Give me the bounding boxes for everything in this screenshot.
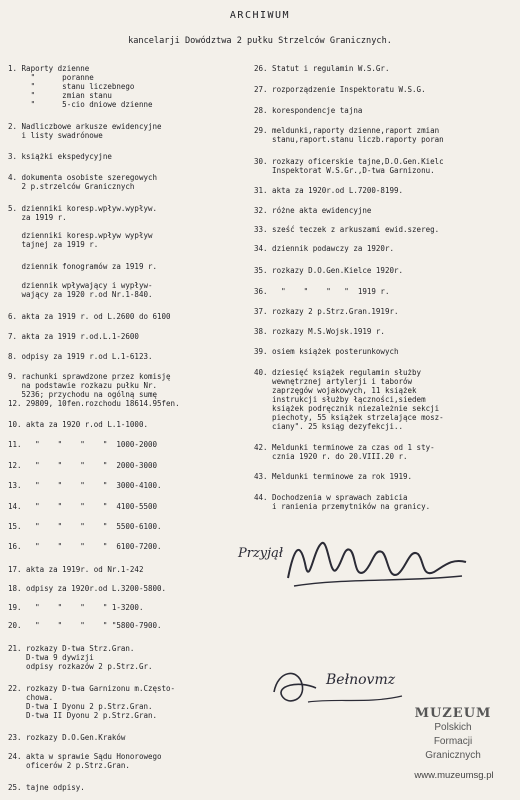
- list-item: 4. dokumenta osobiste szeregowych: [8, 173, 158, 182]
- list-item: 18. odpisy za 1920r.od L.3200-5800.: [8, 584, 167, 593]
- list-item: D-twa II Dyonu 2 p.Strz.Gran.: [8, 711, 158, 720]
- list-item: piechoty, 55 książek strzelające mosz-: [254, 413, 444, 422]
- list-item: 12. 29809, 10fen.rozchodu 18614.95fen.: [8, 399, 180, 408]
- list-item: 14. " " " " 4100-5500: [8, 502, 158, 511]
- list-item: 42. Meldunki terminowe za czas od 1 sty-: [254, 443, 435, 452]
- list-item: na podstawie rozkazu pułku Nr.: [8, 381, 158, 390]
- museum-watermark: [398, 706, 518, 796]
- list-item: 37. rozkazy 2 p.Strz.Gran.1919r.: [254, 307, 399, 316]
- list-item: 24. akta w sprawie Sądu Honorowego: [8, 752, 162, 761]
- watermark-url: www.muzeumsg.pl: [414, 770, 494, 781]
- list-item: za 1919 r.: [8, 213, 67, 222]
- list-item: 25. tajne odpisy.: [8, 783, 85, 792]
- document-title: ARCHIWUM: [229, 10, 291, 21]
- list-item: i ranienia przemytników na granicy.: [254, 502, 431, 511]
- list-item: 1. Raporty dzienne: [8, 64, 90, 73]
- list-item: 28. korespondencje tajna: [254, 106, 363, 115]
- list-item: 40. dziesięć książek regulamin służby: [254, 368, 422, 377]
- list-item: 16. " " " " 6100-7200.: [8, 542, 162, 551]
- list-item: 39. osiem książek posterunkowych: [254, 347, 399, 356]
- list-item: 31. akta za 1920r.od L.7200-8199.: [254, 186, 404, 195]
- list-item: książek podręcznik niezależnie sekcji: [254, 404, 440, 413]
- document-subtitle: kancelarji Dowództwa 2 pułku Strzelców Granicznych.: [128, 36, 392, 46]
- list-item: 27. rozporządzenie Inspektoratu W.S.G.: [254, 85, 426, 94]
- list-item: dziennik wpływający i wypływ-: [8, 281, 153, 290]
- list-item: 44. Dochodzenia w sprawach zabicia: [254, 493, 408, 502]
- list-item: " stanu liczebnego: [8, 82, 135, 91]
- list-item: 17. akta za 1919r. od Nr.1-242: [8, 565, 144, 574]
- list-item: instrukcji służby łączności,siedem: [254, 395, 426, 404]
- list-item: odpisy rozkazów 2 p.Strz.Gr.: [8, 662, 153, 671]
- list-item: 21. rozkazy D-twa Strz.Gran.: [8, 644, 135, 653]
- list-item: oficerów 2 p.Strz.Gran.: [8, 761, 130, 770]
- list-item: 43. Meldunki terminowe za rok 1919.: [254, 472, 413, 481]
- list-item: 33. sześć teczek z arkuszami ewid.szereg.: [254, 225, 440, 234]
- list-item: 22. rozkazy D-twa Garnizonu m.Często-: [8, 684, 176, 693]
- list-item: 7. akta za 1919 r.od.L.1-2600: [8, 332, 139, 341]
- watermark-line: Granicznych: [425, 750, 481, 761]
- list-item: 15. " " " " 5500-6100.: [8, 522, 162, 531]
- list-item: 12. " " " " 2000-3000: [8, 461, 158, 470]
- list-item: 5236; przychodu na ogólną sumę: [8, 390, 158, 399]
- handwritten-signature-1: [284, 528, 474, 598]
- list-item: wewnętrznej artylerji i taborów: [254, 377, 413, 386]
- list-item: Inspektorat W.S.Gr.,D-twa Garnizonu.: [254, 166, 435, 175]
- list-item: 32. różne akta ewidencyjne: [254, 206, 372, 215]
- list-item: 6. akta za 1919 r. od L.2600 do 6100: [8, 312, 171, 321]
- list-item: 5. dzienniki koresp.wpływ.wypływ.: [8, 204, 158, 213]
- list-item: ciany". 25 ksiąg dezyfekcji..: [254, 422, 404, 431]
- list-item: 2. Nadliczbowe arkusze ewidencyjne: [8, 122, 162, 131]
- list-item: 11. " " " " 1000-2000: [8, 440, 158, 449]
- list-item: " poranne: [8, 73, 94, 82]
- list-item: 36. " " " " 1919 r.: [254, 287, 390, 296]
- list-item: 8. odpisy za 1919 r.od L.1-6123.: [8, 352, 153, 361]
- list-item: dziennik fonogramów za 1919 r.: [8, 262, 158, 271]
- list-item: 35. rozkazy D.O.Gen.Kielce 1920r.: [254, 266, 404, 275]
- watermark-title: MUZEUM: [414, 706, 492, 721]
- list-item: " 5-cio dniowe dzienne: [8, 100, 153, 109]
- list-item: 13. " " " " 3000-4100.: [8, 481, 162, 490]
- list-item: 3. książki ekspedycyjne: [8, 152, 112, 161]
- list-item: chowa.: [8, 693, 54, 702]
- list-item: D-twa 9 dywizji: [8, 653, 94, 662]
- list-item: zaprzęgów wojakowych, 11 książek: [254, 386, 417, 395]
- list-item: 26. Statut i regulamin W.S.Gr.: [254, 64, 390, 73]
- list-item: 29. meldunki,raporty dzienne,raport zmian: [254, 126, 440, 135]
- list-item: 10. akta za 1920 r.od L.1-1000.: [8, 420, 148, 429]
- list-item: i listy swadrónowe: [8, 131, 103, 140]
- list-item: 23. rozkazy D.O.Gen.Kraków: [8, 733, 126, 742]
- list-item: 30. rozkazy oficerskie tajne,D.O.Gen.Kielc: [254, 157, 444, 166]
- list-item: tajnej za 1919 r.: [8, 240, 99, 249]
- list-item: 20. " " " " "5800-7900.: [8, 621, 162, 630]
- watermark-line: Formacji: [433, 736, 473, 747]
- list-item: 2 p.strzelców Granicznych: [8, 182, 135, 191]
- list-item: 9. rachunki sprawdzone przez komisję: [8, 372, 171, 381]
- list-item: " zmian stanu: [8, 91, 112, 100]
- list-item: dzienniki koresp.wpływ wypływ: [8, 231, 153, 240]
- signature-label-received: Przyjął: [238, 546, 284, 561]
- list-item: cznia 1920 r. do 20.VIII.20 r.: [254, 452, 408, 461]
- list-item: 38. rozkazy M.S.Wojsk.1919 r.: [254, 327, 385, 336]
- signature-label-name: Bełnovmz: [326, 672, 396, 688]
- list-item: D-twa I Dyonu 2 p.Strz.Gran.: [8, 702, 153, 711]
- watermark-line: Polskich: [434, 722, 472, 733]
- list-item: wający za 1920 r.od Nr.1-840.: [8, 290, 153, 299]
- list-item: stanu,raport.stanu liczb.raporty poran: [254, 135, 444, 144]
- list-item: 19. " " " " 1-3200.: [8, 603, 144, 612]
- list-item: 34. dziennik podawczy za 1920r.: [254, 244, 394, 253]
